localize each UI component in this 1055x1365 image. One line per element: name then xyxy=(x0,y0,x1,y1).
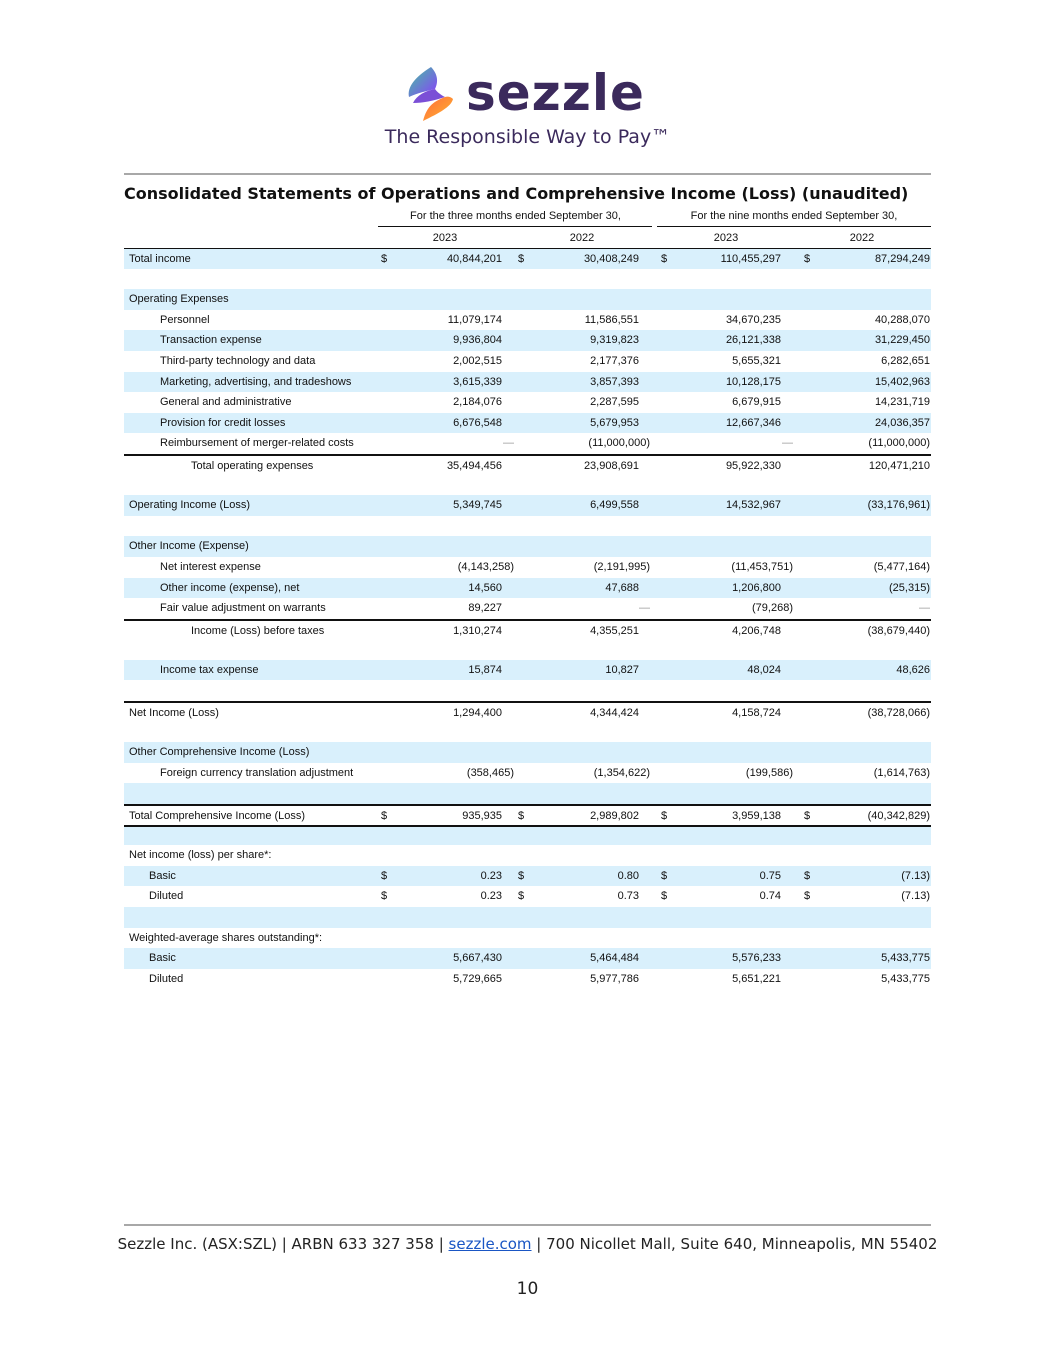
period-header-three-months: For the three months ended September 30, xyxy=(410,210,621,222)
row-value: — xyxy=(639,602,650,615)
row-value: 14,532,967 xyxy=(725,499,781,512)
row-value: 3,959,138 xyxy=(732,810,781,823)
row-value: 6,499,558 xyxy=(590,499,639,512)
table-row xyxy=(124,928,931,949)
row-value: 6,676,548 xyxy=(453,416,502,429)
row-value: 11,079,174 xyxy=(447,313,502,326)
table-row xyxy=(124,516,931,537)
row-value: (79,268) xyxy=(752,602,793,615)
row-value: 110,455,297 xyxy=(720,253,781,265)
table-row xyxy=(124,639,931,660)
row-value: — xyxy=(503,437,514,450)
row-label: Basic xyxy=(149,952,176,965)
table-row xyxy=(124,248,931,269)
table-row xyxy=(124,886,931,907)
row-value: 4,355,251 xyxy=(590,624,639,637)
table-row xyxy=(124,722,931,743)
sezzle-logo-icon xyxy=(405,65,457,123)
row-value: 48,024 xyxy=(747,663,781,676)
table-row xyxy=(124,825,931,846)
row-value: 26,121,338 xyxy=(725,334,781,347)
row-label: Other Income (Expense) xyxy=(129,540,249,553)
row-label: Income tax expense xyxy=(160,663,259,676)
row-value: 23,908,691 xyxy=(583,459,639,472)
row-label: Net interest expense xyxy=(160,560,261,573)
row-value: (40,342,829) xyxy=(867,810,930,823)
table-row xyxy=(124,783,931,804)
table-row xyxy=(124,330,931,351)
row-label: Operating Income (Loss) xyxy=(129,499,251,512)
row-value: 5,667,430 xyxy=(453,952,502,965)
table-row xyxy=(124,804,931,825)
row-value: 120,471,210 xyxy=(868,459,930,472)
row-value: 10,128,175 xyxy=(725,375,781,388)
table-row xyxy=(124,372,931,393)
row-value: 5,651,221 xyxy=(732,972,781,985)
year-header: 2023 xyxy=(432,232,458,244)
table-row xyxy=(124,969,931,990)
row-value: 5,977,786 xyxy=(590,972,639,985)
row-value: 6,679,915 xyxy=(732,396,781,409)
row-label: Transaction expense xyxy=(160,334,262,347)
row-value: (11,000,000) xyxy=(868,437,930,450)
row-value: 0.23 xyxy=(480,869,502,882)
period-underline xyxy=(657,226,931,227)
row-value: 0.73 xyxy=(617,890,639,903)
currency-symbol: $ xyxy=(381,890,388,903)
currency-symbol: $ xyxy=(804,869,811,882)
row-label: Other Comprehensive Income (Loss) xyxy=(129,746,310,759)
row-value: (33,176,961) xyxy=(867,499,930,512)
row-label: Third-party technology and data xyxy=(160,354,316,367)
row-value: 0.75 xyxy=(759,869,781,882)
row-value: 2,002,515 xyxy=(453,354,502,367)
row-label: Total Comprehensive Income (Loss) xyxy=(129,810,306,823)
table-row xyxy=(124,536,931,557)
row-label: General and administrative xyxy=(160,396,292,409)
row-value: 95,922,330 xyxy=(725,459,781,472)
row-value: 11,586,551 xyxy=(584,313,639,326)
row-label: Basic xyxy=(149,869,176,882)
row-label: Other income (expense), net xyxy=(160,581,300,594)
table-row xyxy=(124,289,931,310)
row-value: 89,227 xyxy=(468,602,502,615)
row-value: 5,576,233 xyxy=(732,952,781,965)
row-value: 40,844,201 xyxy=(446,253,502,265)
row-value: 40,288,070 xyxy=(874,313,930,326)
row-value: (1,354,622) xyxy=(593,766,650,779)
row-value: 35,494,456 xyxy=(446,459,502,472)
row-value: 10,827 xyxy=(605,663,639,676)
currency-symbol: $ xyxy=(661,869,668,882)
table-row xyxy=(124,660,931,681)
row-value: 4,206,748 xyxy=(732,624,781,637)
currency-symbol: $ xyxy=(661,253,668,265)
table-row xyxy=(124,475,931,496)
table-row xyxy=(124,866,931,887)
currency-symbol: $ xyxy=(518,869,525,882)
currency-symbol: $ xyxy=(661,890,668,903)
row-label: Reimbursement of merger-related costs xyxy=(160,437,354,450)
row-value: (4,143,258) xyxy=(457,560,514,573)
table-row xyxy=(124,763,931,784)
row-value: 2,287,595 xyxy=(590,396,639,409)
row-value: 15,874 xyxy=(468,663,502,676)
row-value: (2,191,995) xyxy=(593,560,650,573)
row-value: 0.74 xyxy=(759,890,781,903)
currency-symbol: $ xyxy=(804,890,811,903)
row-label: Fair value adjustment on warrants xyxy=(160,602,326,615)
table-row xyxy=(124,680,931,701)
row-label: Weighted-average shares outstanding*: xyxy=(129,931,323,944)
row-value: 48,626 xyxy=(896,663,930,676)
row-value: 9,319,823 xyxy=(590,334,639,347)
row-label: Total operating expenses xyxy=(191,459,314,472)
table-row xyxy=(124,413,931,434)
period-header-nine-months: For the nine months ended September 30, xyxy=(690,210,898,222)
table-row xyxy=(124,310,931,331)
row-label: Provision for credit losses xyxy=(160,416,286,429)
row-value: 87,294,249 xyxy=(874,253,930,265)
table-row xyxy=(124,433,931,454)
row-value: 6,282,651 xyxy=(881,354,930,367)
row-value: (38,679,440) xyxy=(867,624,930,637)
row-value: (11,453,751) xyxy=(731,560,793,573)
row-value: 0.23 xyxy=(480,890,502,903)
row-value: 935,935 xyxy=(462,810,502,823)
table-row xyxy=(124,742,931,763)
row-value: 5,464,484 xyxy=(590,952,639,965)
row-value: 12,667,346 xyxy=(725,416,781,429)
table-row xyxy=(124,269,931,290)
row-label: Diluted xyxy=(149,890,184,903)
row-value: 5,433,775 xyxy=(881,952,930,965)
row-value: 2,989,802 xyxy=(590,810,639,823)
currency-symbol: $ xyxy=(518,890,525,903)
bottom-divider xyxy=(124,1224,931,1226)
table-row xyxy=(124,454,931,475)
page-number: 10 xyxy=(516,1279,539,1299)
row-value: 0.80 xyxy=(617,869,639,882)
row-value: — xyxy=(919,602,930,615)
row-value: 15,402,963 xyxy=(874,375,930,388)
row-value: 5,349,745 xyxy=(453,499,502,512)
table-row xyxy=(124,392,931,413)
row-value: 3,615,339 xyxy=(453,375,502,388)
row-label: Net income (loss) per share*: xyxy=(129,849,272,862)
row-value: 2,184,076 xyxy=(453,396,502,409)
row-value: 14,560 xyxy=(468,581,502,594)
row-label: Personnel xyxy=(160,313,210,326)
currency-symbol: $ xyxy=(518,810,525,823)
table-row xyxy=(124,845,931,866)
table-row xyxy=(124,619,931,640)
row-value: 2,177,376 xyxy=(590,354,639,367)
currency-symbol: $ xyxy=(804,810,811,823)
row-value: 30,408,249 xyxy=(583,253,639,265)
row-label: Diluted xyxy=(149,972,184,985)
row-value: 4,158,724 xyxy=(732,707,781,720)
row-label: Income (Loss) before taxes xyxy=(191,624,325,637)
currency-symbol: $ xyxy=(518,253,525,265)
footer-company-info: Sezzle Inc. (ASX:SZL) | ARBN 633 327 358 | xyxy=(117,1235,449,1253)
row-value: 34,670,235 xyxy=(725,313,781,326)
period-underline xyxy=(378,226,652,227)
row-value: (1,614,763) xyxy=(873,766,930,779)
currency-symbol: $ xyxy=(804,253,811,265)
row-label: Total income xyxy=(129,253,191,265)
row-value: 1,206,800 xyxy=(732,581,781,594)
row-value: (11,000,000) xyxy=(588,437,650,450)
row-value: (199,586) xyxy=(745,766,793,779)
currency-symbol: $ xyxy=(381,869,388,882)
row-value: (358,465) xyxy=(466,766,514,779)
top-divider xyxy=(124,173,931,175)
brand-wordmark: sezzle xyxy=(466,64,645,122)
row-label: Foreign currency translation adjustment xyxy=(160,766,354,779)
table-row xyxy=(124,701,931,722)
table-row xyxy=(124,351,931,372)
table-row xyxy=(124,557,931,578)
row-value: (25,315) xyxy=(889,581,930,594)
financial-table xyxy=(124,248,931,989)
row-value: 31,229,450 xyxy=(874,334,930,347)
row-value: 5,433,775 xyxy=(881,972,930,985)
row-value: — xyxy=(782,437,793,450)
header xyxy=(0,60,1055,160)
year-header: 2023 xyxy=(713,232,739,244)
row-value: 5,655,321 xyxy=(732,354,781,367)
website-link[interactable]: sezzle.com xyxy=(448,1235,532,1253)
year-header: 2022 xyxy=(849,232,875,244)
row-value: (7.13) xyxy=(901,869,930,882)
footer xyxy=(0,1235,1055,1253)
tagline: The Responsible Way to Pay™ xyxy=(384,126,671,148)
table-row xyxy=(124,598,931,619)
row-label: Operating Expenses xyxy=(129,293,229,306)
row-value: (5,477,164) xyxy=(873,560,930,573)
row-value: 9,936,804 xyxy=(453,334,502,347)
footer-address: | 700 Nicollet Mall, Suite 640, Minneapolis, MN 55402 xyxy=(531,1235,938,1253)
table-row xyxy=(124,948,931,969)
row-label: Marketing, advertising, and tradeshows xyxy=(160,375,352,388)
table-row xyxy=(124,907,931,928)
row-value: 5,679,953 xyxy=(590,416,639,429)
currency-symbol: $ xyxy=(381,810,388,823)
row-value: 5,729,665 xyxy=(453,972,502,985)
row-value: (38,728,066) xyxy=(867,707,930,720)
table-row xyxy=(124,578,931,599)
row-value: 4,344,424 xyxy=(590,707,639,720)
row-value: 14,231,719 xyxy=(874,396,930,409)
row-value: (7.13) xyxy=(901,890,930,903)
row-value: 3,857,393 xyxy=(590,375,639,388)
row-value: 47,688 xyxy=(605,581,639,594)
currency-symbol: $ xyxy=(661,810,668,823)
row-label: Net Income (Loss) xyxy=(129,707,219,720)
table-row xyxy=(124,495,931,516)
row-value: 1,310,274 xyxy=(453,624,502,637)
row-value: 24,036,357 xyxy=(874,416,930,429)
row-value: 1,294,400 xyxy=(453,707,502,720)
currency-symbol: $ xyxy=(381,253,388,265)
year-header: 2022 xyxy=(569,232,595,244)
page-title: Consolidated Statements of Operations and Comprehensive Income (Loss) (unaudited) xyxy=(124,184,909,203)
